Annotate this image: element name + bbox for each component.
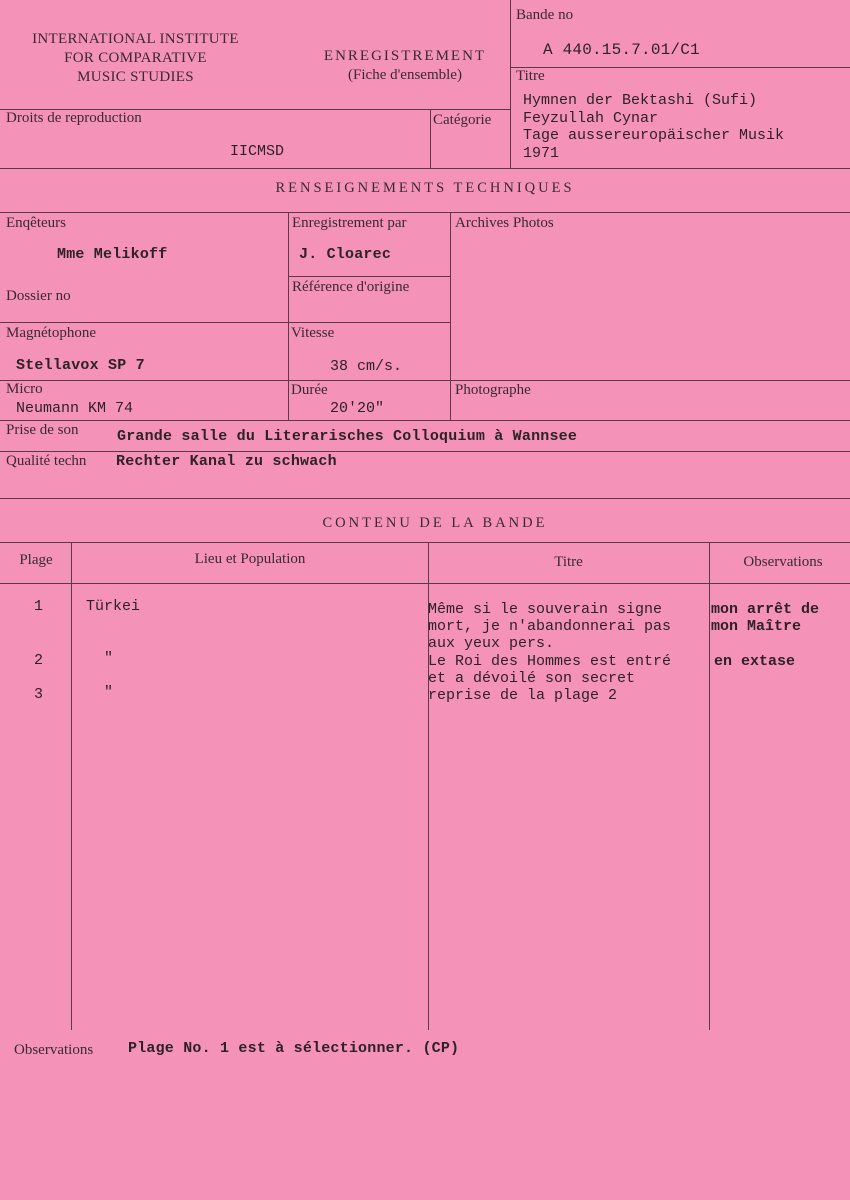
titre-values — [523, 92, 784, 162]
vitesse-label: Vitesse — [291, 325, 335, 341]
row-plage: 1 — [34, 598, 44, 615]
rule-bande-titre — [511, 67, 850, 68]
row-lieu: Türkei — [86, 598, 141, 615]
row-lieu: " — [104, 684, 114, 701]
row-titre: Le Roi des Hommes est entré et a dévoilé son secret — [428, 653, 672, 687]
micro-value: Neumann KM 74 — [16, 400, 134, 417]
row-titre: Même si le souverain signe mort, je n'abandonnerai pas aux yeux pers. — [428, 601, 672, 652]
titre-label: Titre — [516, 68, 545, 84]
droits-value: IICMSD — [230, 143, 285, 160]
col-header-titre: Titre — [554, 554, 583, 570]
institute-name — [8, 30, 263, 87]
col-header-lieu: Lieu et Population — [194, 551, 306, 567]
rule-row-magneto — [0, 322, 450, 323]
rule-row-qualite — [0, 451, 850, 452]
row-titre: reprise de la plage 2 — [428, 687, 618, 704]
vitesse-value: 38 cm/s. — [330, 358, 403, 375]
magnetophone-value: Stellavox SP 7 — [16, 357, 145, 374]
droits-label: Droits de reproduction — [6, 110, 142, 126]
observations-value: Plage No. 1 est à sélectionner. (CP) — [128, 1040, 460, 1057]
titre-line-4: 1971 — [523, 144, 560, 162]
duree-label: Durée — [291, 382, 328, 398]
rule-tech-top — [0, 212, 850, 213]
vline-tech-1 — [288, 212, 289, 420]
categorie-label: Catégorie — [433, 112, 492, 128]
micro-label: Micro — [6, 381, 43, 397]
institute-line-2: FOR COMPARATIVE — [64, 50, 207, 66]
vline-tech-2 — [450, 212, 451, 420]
reference-label: Référence d'origine — [292, 279, 410, 295]
bande-label: Bande no — [516, 7, 574, 23]
col-header-plage: Plage — [19, 552, 53, 568]
duree-value: 20'20" — [330, 400, 385, 417]
vline-header-right — [510, 0, 511, 168]
rule-row-micro — [0, 380, 850, 381]
titre-line-2: Feyzullah Cynar — [523, 109, 659, 127]
observations-label: Observations — [14, 1042, 94, 1058]
rule-tech-bottom — [0, 498, 850, 499]
bande-value: A 440.15.7.01/C1 — [543, 41, 700, 59]
rule-header-section — [0, 168, 850, 169]
institute-line-1: INTERNATIONAL INSTITUTE — [32, 31, 239, 47]
dossier-label: Dossier no — [6, 288, 71, 304]
qualite-label: Qualité techn — [6, 453, 87, 469]
titre-line-3: Tage aussereuropäischer Musik — [523, 127, 785, 144]
form-subtitle: (Fiche d'ensemble) — [348, 67, 462, 83]
row-plage: 3 — [34, 686, 44, 703]
titre-line-1: Hymnen der Bektashi (Sufi) — [523, 92, 758, 109]
rule-row-prise — [0, 420, 850, 421]
prise-value: Grande salle du Literarisches Colloquium à Wannsee — [117, 428, 578, 445]
form-title: ENREGISTREMENT — [323, 48, 487, 64]
institute-line-3: MUSIC STUDIES — [77, 69, 194, 85]
row-lieu: " — [104, 650, 114, 667]
enqueteurs-label: Enqêteurs — [6, 215, 66, 231]
photographe-label: Photographe — [455, 382, 531, 398]
vline-categorie — [430, 109, 431, 168]
vline-col-lieu — [71, 542, 72, 1030]
vline-col-obs — [709, 542, 710, 1030]
rule-enreg-ref — [288, 276, 450, 277]
enregistrement-value: J. Cloarec — [299, 246, 392, 263]
tech-section-title: RENSEIGNEMENTS TECHNIQUES — [275, 180, 575, 196]
magnetophone-label: Magnétophone — [6, 325, 96, 341]
row-plage: 2 — [34, 652, 44, 669]
row-observations: en extase — [714, 653, 796, 670]
contenu-section-title: CONTENU DE LA BANDE — [322, 515, 548, 531]
row-observations: mon arrêt de mon Maître — [711, 601, 820, 635]
rule-table-header — [0, 583, 850, 584]
qualite-value: Rechter Kanal zu schwach — [116, 453, 337, 470]
archives-label: Archives Photos — [455, 215, 554, 231]
rule-table-top — [0, 542, 850, 543]
col-header-observations: Observations — [743, 554, 823, 570]
enregistrement-label: Enregistrement par — [292, 215, 407, 231]
prise-label: Prise de son — [6, 422, 79, 438]
enqueteurs-value: Mme Melikoff — [57, 246, 168, 263]
